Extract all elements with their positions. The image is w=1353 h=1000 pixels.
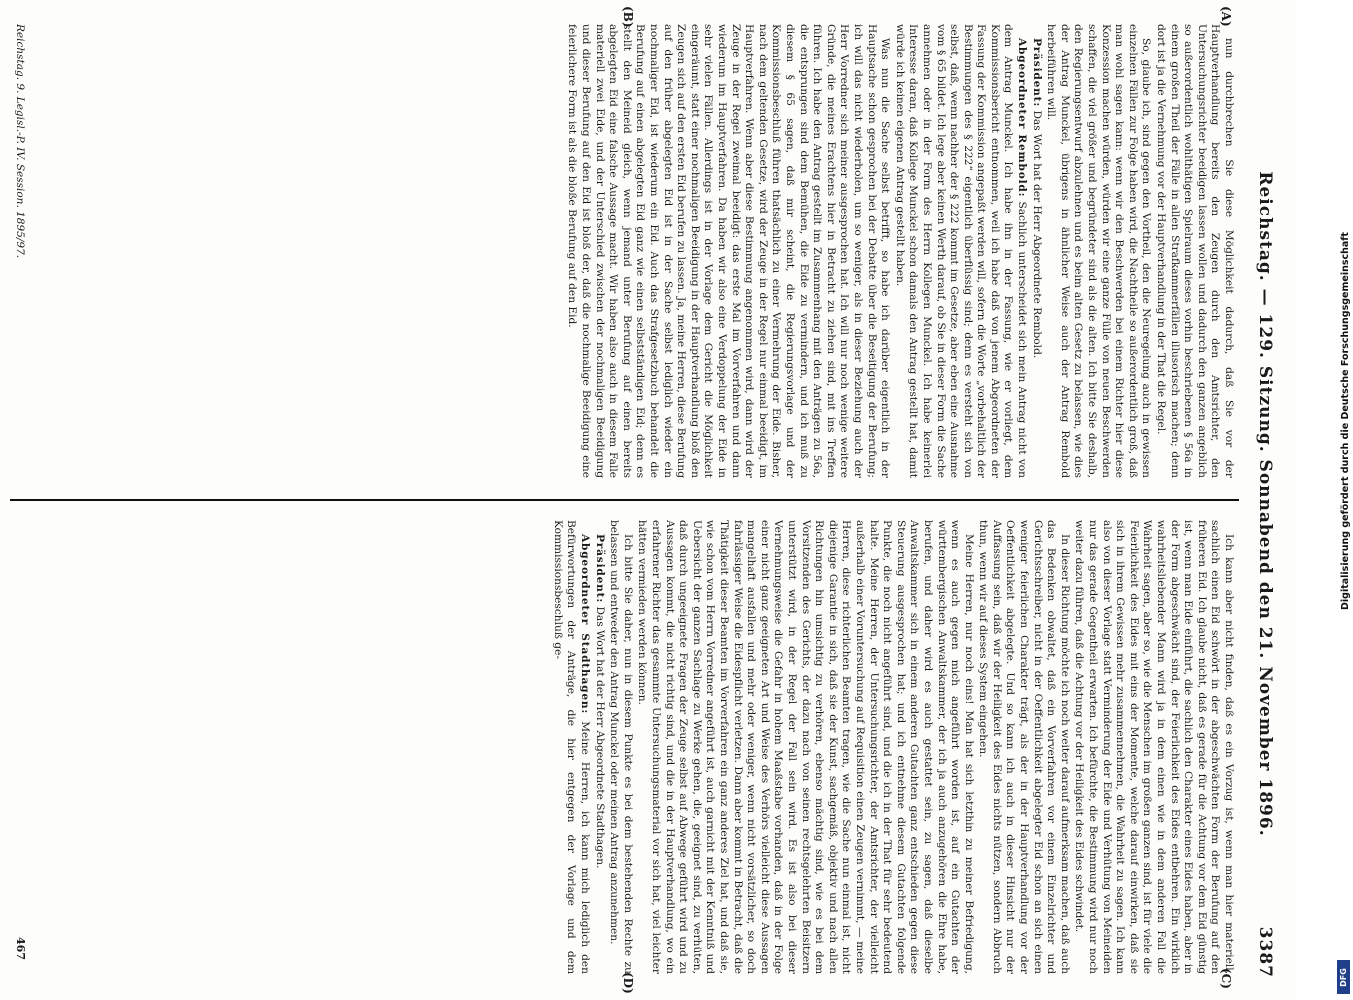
speech-paragraph — [550, 520, 591, 974]
margin-letter-a: (A) — [1219, 6, 1233, 27]
paragraph — [635, 520, 975, 974]
page-header — [1251, 30, 1279, 978]
paragraph — [565, 24, 891, 478]
column-divider — [10, 499, 1239, 501]
left-column — [12, 24, 1235, 478]
footer-session: Reichstag. 9. Legisl.-P. IV. Session. 1895/97. — [14, 24, 26, 259]
speech-paragraph — [592, 520, 606, 974]
dfg-logo-text: DFG — [1339, 967, 1349, 987]
paragraph-text: In dieser Richtung möchte ich noch weiter darauf aufmerksam machen, daß auch das Bedenken obwaltet, daß ein Vorverfahren vor einem Einzelrichter und Gerichtsschreiber, nicht in der Oeffentlichkeit abgelegter Eid schon an sich einen weniger feierlichen Charakter trägt, als der in der Hauptverhandlung vor der Oeffentlichkeit abgelegte. Und so kann ich auch in dieser Hinsicht nur der Auffassung sein, daß wir der Heiligkeit des Eides nichts nützen, sondern Abbruch thun, wenn wir auf dieses System eingehen. — [977, 520, 1071, 974]
margin-letter-b: (B) — [621, 6, 635, 28]
funding-note: Digitalisierung gefördert durch die Deutsche Forschungsgemeinschaft — [1340, 232, 1351, 610]
paragraph-text: Was nun die Sache selbst betrifft, so habe ich darüber eigentlich in der Hauptsache schon gesprochen bei der Debatte über die Beseitigung der Berufung; ich will das nicht wiederholen, um so weniger, als in dieser Beziehung auch der Herr Vorredner sich meiner ausgesprochen hat. Ich will nur noch wenige weitere Gründe, die meines Erachtens hier in Betracht zu ziehen sind, mit ins Treffen führen. Ich habe den Antrag gestellt im Zusammenhang mit den Anträgen zu 56a, die entsprungen sind dem Bemühen, die Eide zu vermindern, und ich muß zu diesem § 65 sagen, daß mir scheint, die Regierungsvorlage und der Kommissionsbeschluß führen thatsächlich zu einer Vermehrung der Eide. Bisher, nach dem geltenden Gesetze, wird der Zeuge in der Regel nur einmal beeidigt, im Hauptverfahren. Wenn aber diese Bestimmung angenommen wird, dann wird der Zeuge in der Regel zweimal beeidigt: das erste Mal im Vorverfahren und dann wiederum im Hauptverfahren. Da haben wir also eine Verdoppelung der Eide in sehr vielen Fällen. Allerdings ist in der Vorlage dem Gericht die Möglichkeit eingeräumt, statt einer nochmaligen Beeidigung in der Hauptverhandlung bloß den Zeugen sich auf den ersten Eid berufen zu lassen. Ja, meine Herren, diese Berufung auf den früher abgelegten Eid ist in der Sache selbst lediglich wieder ein nochmaliger Eid, ist wiederum ein Eid. Auch das Strafgesetzbuch behandelt die Berufung auf einen abgelegten Eid ganz wie einen selbstständigen Eid; denn es stellt den Meineid gleich, wenn jemand unter Berufung auf einen bereits abgelegten Eid eine falsche Aussage macht. Wir haben also auch in diesem Falle materiell zwei Eide, und der Unterschied zwischen der nochmaligen Beeidigung und dieser Berufung auf den Eid ist bloß der, daß die nochmalige Beeidigung eine feierlichere Form ist als die bloße Berufung auf den Eid. — [566, 24, 892, 478]
paragraph — [1072, 520, 1235, 974]
page-number: 3387 — [1255, 926, 1275, 978]
right-column — [12, 520, 1235, 974]
speaker-name: Präsident: — [593, 534, 606, 604]
speaker-name: Abgeordneter Rembold: — [1016, 38, 1029, 198]
paragraph-text: Ich bitte Sie daher, nun in diesem Punkte es bei dem bestehenden Rechte zu belassen und entweder den Antrag Munckel oder meinen Antrag anzunehmen. — [608, 520, 634, 974]
speech-paragraph — [1029, 24, 1043, 478]
paragraph-text: nun durchbrechen Sie diese Möglichkeit dadurch, daß Sie vor der Hauptverhandlung bereits den Zeugen durch den Amtsrichter, den Untersuchungsrichter beeidigen lassen wollen und dadurch den ganzen angeblich so außerordentlich wohlthätigen Spielraum dieses vorhin beschriebenen § 56a in einem großen Theil der Fälle in allen Strafkammerfällen illusorisch machen; denn dort ist ja die Vernehmung vor der Hauptverhandlung in der That die Regel. — [1155, 24, 1235, 478]
paragraph-text: Meine Herren, ich kann mich lediglich den Befürwortungen der Anträge, die hier entgegen der Vorlage und dem Kommissionsbeschluß ge- — [551, 520, 592, 974]
paragraph — [976, 520, 1071, 974]
page-title: Reichstag. — 129. Sitzung. Sonnabend den 21. November 1896. — [1255, 171, 1275, 837]
paragraph-text: Sachlich unterscheidet sich mein Antrag nicht von dem Antrag Munckel. Ich habe ihn in der Fassung, wie er vorliegt, dem Kommissionsbericht entnommen, weil ich habe daß von jenem Abgeordneten der Fassung der Kommission angepaßt werden will, sofern die Worte „vorbehaltlich der Bestimmungen des § 222“ eigentlich überflüssig sind; denn es versteht sich von selbst, daß, wenn nachher der § 222 kommt im Gesetze, aber eben eine Ausnahme vom § 65 bildet. Ich lege aber keinen Werth darauf, ob Sie in dieser Form die Sache annehmen oder in der Form des Herrn Kollegen Munckel. Ich habe keinerlei Interesse daran, daß Kollege Munckel schon damals den Antrag gestellt hat, damit würde ich keinen eigenen Antrag gestellt haben. — [893, 24, 1029, 478]
paragraph — [607, 520, 634, 974]
speech-paragraph — [892, 24, 1028, 478]
paragraph-text: Das Wort hat der Herr Abgeordnete Rembold. — [1030, 110, 1043, 359]
paragraph — [1153, 24, 1235, 478]
paragraph-text: Ich kann aber nicht finden, daß es ein Vorzug ist, wenn man hier materiell, sachlich einen Eid schwört in der abgeschwächten Form der Berufung auf den früheren Eid. Ich glaube nicht, daß es gerade für die Achtung vor dem Eid günstig ist, wenn man Eide einführt, die sachlich den Charakter eines Eides haben, aber in der Form abgeschwächt sind, der Feierlichkeit des Eides entbehren. Ein wirklich wahrheitsliebender Mann wird ja in dem einen wie in dem anderen Fall die Wahrheit sagen, aber so, wie die Menschen im großen ganzen sind, ist für viele die Feierlichkeit des Eides mit eins der Momente, welche darauf einwirken, daß sie sich in ihrem Gewissen mehr zusammennehmen, die Wahrheit zu sagen. Ich kann also von dieser Vorlage statt Verminderung der Eide und Verhütung von Meineiden nur das gerade Gegentheil erwarten. Ich befürchte, die Bestimmung wird nur noch weiter dazu führen, daß die Achtung vor der Heiligkeit des Eides schwindet. — [1073, 520, 1235, 974]
footer-page-number: 467 — [14, 937, 27, 960]
dfg-logo — [1337, 960, 1350, 994]
paragraph-text: Das Wort hat der Herr Abgeordnete Stadthagen. — [593, 606, 606, 869]
speaker-name: Abgeordneter Stadthagen: — [579, 534, 592, 715]
margin-letter-c: (C) — [1219, 968, 1233, 989]
paragraph — [1044, 24, 1153, 478]
paragraph-text: Meine Herren, nur noch eins! Man hat sich letzthin zu meiner Befriedigung, wenn es auch gegen mich angeführt worden ist, auf ein Gutachten der württembergischen Anwaltskammer, der ich ja auch anzugehören die Ehre habe, berufen, und daher wird es auch gestattet sein, zu sagen, daß dieselbe Anwaltskammer sich in einem anderen Gutachten ganz entschieden gegen diese Steuerung ausgesprochen hat; und ich entnehme diesem Gutachten folgende Punkte, die noch nicht angeführt sind, und die ich in der That für sehr bedeutend halte. Meine Herren, der Untersuchungsrichter, der Amtsrichter, der vielleicht außerhalb einer Voruntersuchung auf Requisition einen Zeugen vernimmt, — meine Herren, diese richterlichen Beamten tragen, wie die Sache nun einmal ist, nicht diejenige Garantie in sich, daß sie der Kunst, sachgemäß, objektiv und nach allen Richtungen hin umsichtig zu verhören, ebenso mächtig sind, wie es bei dem Vorsitzenden des Gerichts, der dazu nach von seinen rechtsgelehrten Beisitzern unterstützt wird, in der Regel der Fall sein wird. Es ist also bei dieser Vernehmungsweise die Gefahr in hohem Maaßstabe vorhanden, daß in der Folge einer nicht ganz geeigneten Art und Weise des Verhörs vielleicht diese Aussagen mangelhaft ausfallen und mehr oder weniger, wenn nicht vorsätzlicher, so doch fahrlässiger Weise die Eidespflicht verletzen. Dann aber kommt in Betracht, daß die Thätigkeit dieser Beamten im Vorverfahren ein ganz anderes Ziel hat, und daß sie, wie schon vom Herrn Vorredner angeführt ist, auch garnicht mit der Kenntniß und Uebersicht der ganzen Sachlage zu Werke gehen, die, geeignet sind, zu verhüten, daß durch ungeeignete Fragen der Zeuge selbst auf Abwege geführt wird und zu Aussagen kommt, die nicht richtig sind, und die in der Hauptverhandlung, wo ein erfahrener Richter das gesammte Untersuchungsmaterial vor sich hat, viel leichter hätten vermieden werden können. — [636, 520, 975, 974]
margin-letter-d: (D) — [621, 972, 635, 994]
speaker-name: Präsident: — [1030, 38, 1043, 108]
paragraph-text: So, glaube ich, sind gegen den Vortheil, den die Neuregelung auch in gewissen einzelnen Fällen zur Folge haben wird, die Nachtheile so außerordentlich groß, daß man wohl sagen kann: wenn wir den Beschwerden bei einem Richter hier diese Konzession machen würden, würden wir eine ganze Fülle von neuen Beschwerden schaffen, die viel größer und begründeter sind als die alten. Ich bitte Sie deshalb, den Regierungsentwurf abzulehnen und es beim alten Gesetz zu belassen, wie dies der Antrag Munckel, übrigens in ähnlicher Weise auch der Antrag Rembold herbeiführen will. — [1045, 24, 1153, 478]
